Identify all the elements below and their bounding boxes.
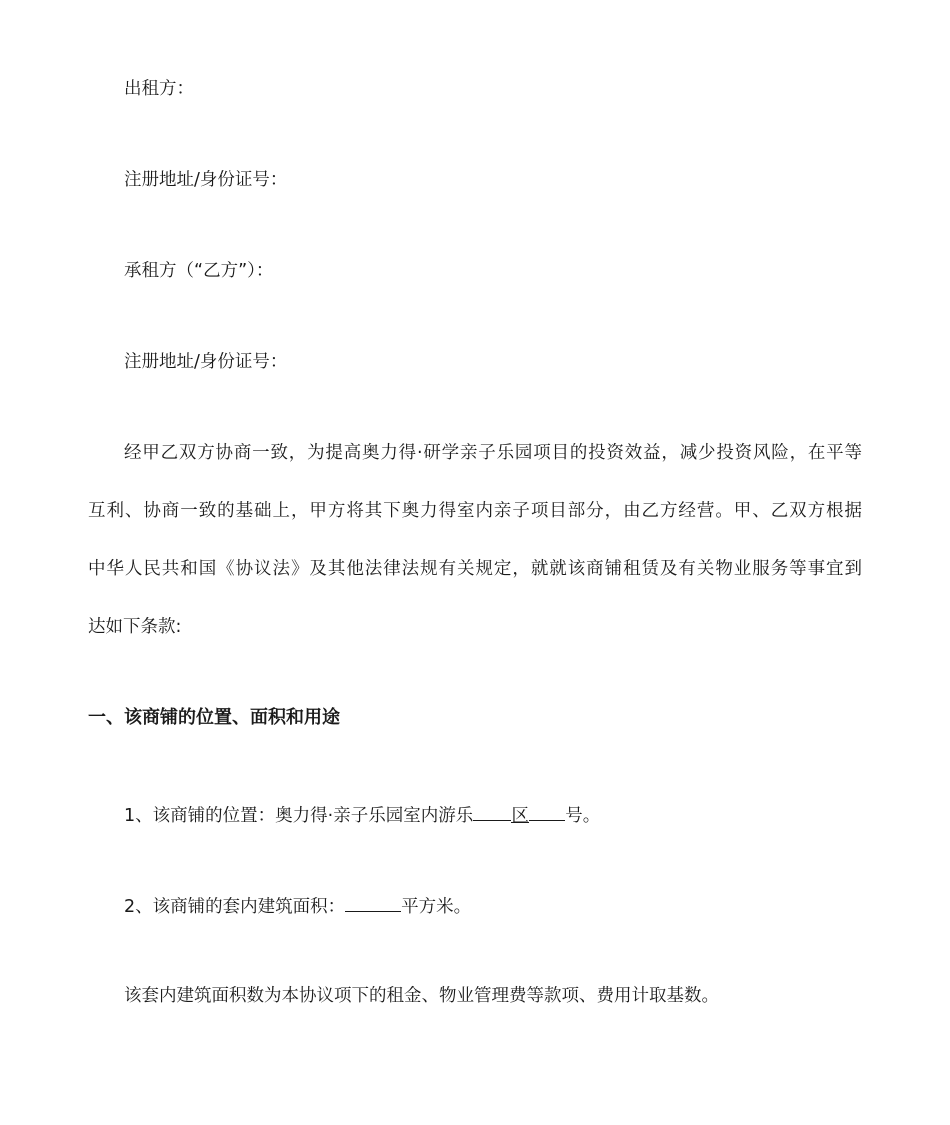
preamble-line-1: 经甲乙双方协商一致，为提高奥力得·研学亲子乐园项目的投资效益，减少投资风险，在平等 — [124, 443, 862, 463]
number-blank — [529, 802, 565, 821]
lessee-label: 承租方（“乙方”）： — [124, 261, 274, 281]
item-2-prefix: 2、该商铺的套内建筑面积： — [124, 897, 346, 917]
preamble-line-2: 互利、协商一致的基础上，甲方将其下奥力得室内亲子项目部分，由乙方经营。甲、乙双方根据 — [88, 501, 862, 521]
zone-label: 区 — [511, 806, 529, 826]
area-blank — [345, 893, 401, 912]
preamble-line-4: 达如下条款: — [88, 617, 182, 637]
item-1-prefix: 1、该商铺的位置：奥力得·亲子乐园室内游乐 — [124, 806, 474, 826]
section-1-item-1 — [124, 802, 600, 828]
zone-blank — [473, 802, 511, 821]
lessor-label: 出租方： — [124, 79, 194, 99]
section-1-note: 该套内建筑面积数为本协议项下的租金、物业管理费等款项、费用计取基数。 — [124, 986, 719, 1006]
preamble-line-3: 中华人民共和国《协议法》及其他法律法规有关规定，就就该商铺租赁及有关物业服务等事宜到 — [88, 559, 862, 579]
item-2-suffix: 平方米。 — [401, 897, 472, 917]
lessee-address-label: 注册地址/身份证号： — [124, 352, 288, 372]
section-1-item-2 — [124, 893, 471, 919]
lessor-address-label: 注册地址/身份证号： — [124, 170, 288, 190]
section-1-heading: 一、该商铺的位置、面积和用途 — [88, 707, 340, 728]
item-1-suffix: 号。 — [565, 806, 601, 826]
